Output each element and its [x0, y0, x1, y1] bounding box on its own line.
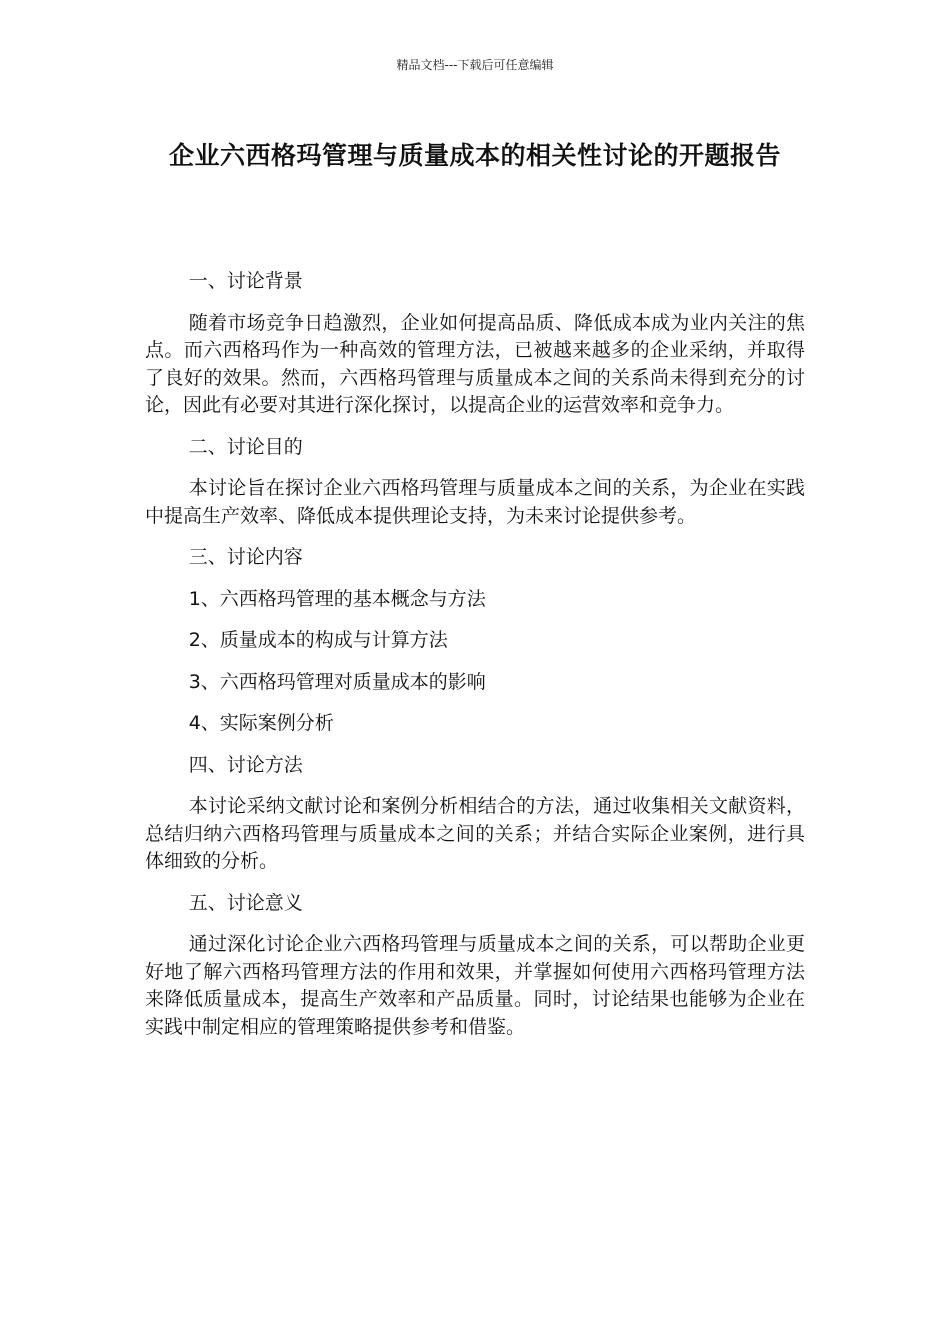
list-item: 4、实际案例分析: [188, 712, 334, 734]
list-item: 3、六西格玛管理对质量成本的影响: [188, 670, 486, 693]
section-heading-method: 四、讨论方法: [188, 753, 303, 776]
section-heading-significance: 五、讨论意义: [188, 891, 303, 914]
section-heading-background: 一、讨论背景: [188, 270, 303, 292]
section-heading-purpose: 二、讨论目的: [188, 435, 303, 458]
document-body: [145, 268, 805, 1055]
page-header: 精品文档---下载后可任意编辑: [396, 58, 554, 72]
section-body-method: 本讨论采纳文献讨论和案例分析相结合的方法，通过收集相关文献资料，总结归纳六西格玛管理与质量成本之间的关系；并结合实际企业案例，进行具体细致的分析。: [145, 795, 805, 872]
document-title: 企业六西格玛管理与质量成本的相关性讨论的开题报告: [168, 141, 781, 170]
list-item: 2、质量成本的构成与计算方法: [188, 629, 448, 651]
section-heading-content: 三、讨论内容: [188, 546, 303, 568]
list-item: 1、六西格玛管理的基本概念与方法: [188, 587, 486, 610]
section-body-purpose: 本讨论旨在探讨企业六西格玛管理与质量成本之间的关系，为企业在实践中提高生产效率、降低成本提供理论支持，为未来讨论提供参考。: [145, 477, 805, 527]
section-body-background: 随着市场竞争日趋激烈，企业如何提高品质、降低成本成为业内关注的焦点。而六西格玛作为一种高效的管理方法，已被越来越多的企业采纳，并取得了良好的效果。然而，六西格玛管理与质量成本之间的关系尚未得到充分的讨论，因此有必要对其进行深化探讨，以提高企业的运营效率和竞争力。: [145, 311, 805, 416]
section-body-significance: 通过深化讨论企业六西格玛管理与质量成本之间的关系，可以帮助企业更好地了解六西格玛管理方法的作用和效果，并掌握如何使用六西格玛管理方法来降低质量成本，提高生产效率和产品质量。同时，讨论结果也能够为企业在实践中制定相应的管理策略提供参考和借鉴。: [145, 933, 805, 1038]
